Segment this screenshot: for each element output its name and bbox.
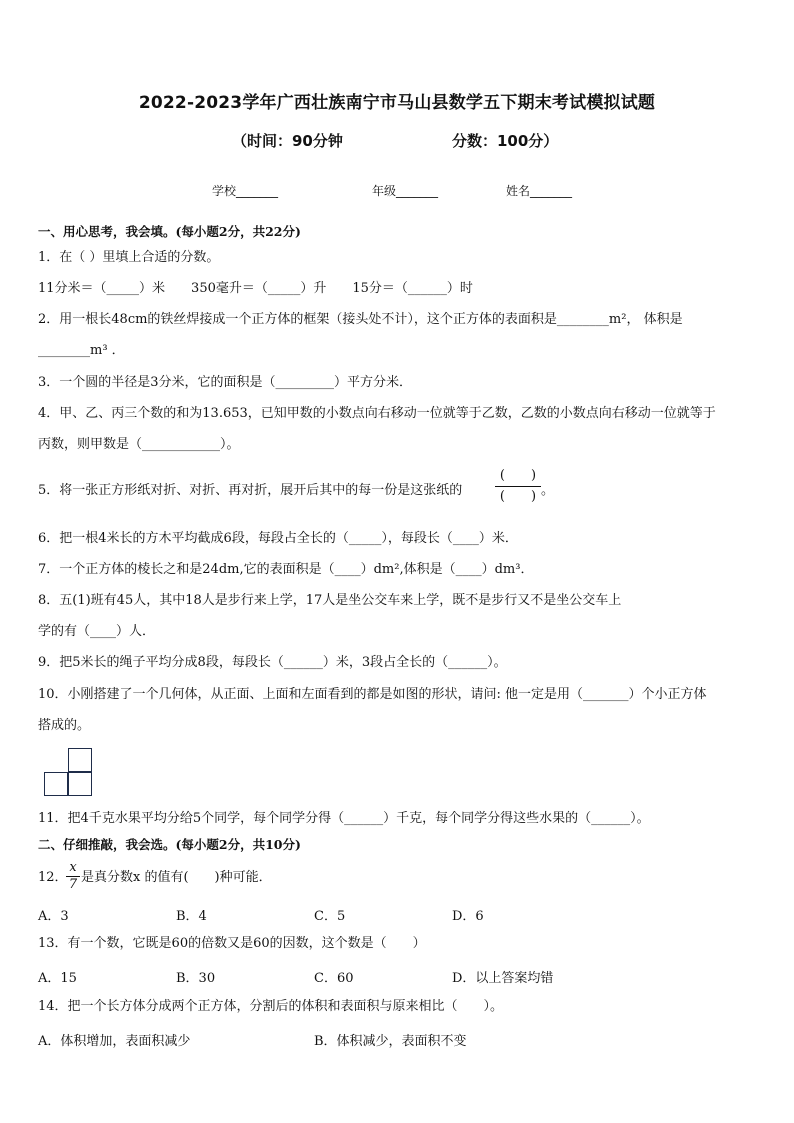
question-7: 7．一个正方体的棱长之和是24dm,它的表面积是（____）dm²,体积是（____）dm³．: [38, 562, 534, 577]
q13-option-a[interactable]: A．15: [38, 971, 77, 986]
question-5-end: 。: [541, 483, 555, 498]
cube-view-figure: [44, 748, 96, 796]
q12-option-c[interactable]: C．5: [314, 909, 346, 924]
school-field: 学校_______: [212, 184, 279, 198]
q12-option-d[interactable]: D．6: [452, 909, 484, 924]
exam-score: 分数：100分）: [452, 132, 559, 150]
q12-option-a[interactable]: A．3: [38, 909, 69, 924]
question-5-fraction: [495, 467, 541, 506]
section1-heading: 一、用心思考，我会填。(每小题2分，共22分): [38, 224, 301, 239]
question-1-sub: 11分米＝（_____）米 350毫升＝（_____）升 15分＝（______）时: [38, 281, 473, 296]
question-9: 9．把5米长的绳子平均分成8段，每段长（______）米，3段占全长的（______）。: [38, 655, 507, 670]
question-10-line1: 10．小刚搭建了一个几何体，从正面、上面和左面看到的都是如图的形状，请问: 他一定是用（_______）个小正方体: [38, 687, 707, 702]
fraction-numerator: ( ): [495, 467, 541, 487]
question-2-line1: 2．用一根长48cm的铁丝焊接成一个正方体的框架（接头处不计），这个正方体的表面积是________m²， 体积是: [38, 312, 683, 327]
question-8-line1: 8．五(1)班有45人，其中18人是步行来上学，17人是坐公交车来上学，既不是步行又不是坐公交车上: [38, 593, 622, 608]
grade-field: 年级_______: [372, 184, 439, 198]
question-4-line1: 4．甲、乙、丙三个数的和为13.653，已知甲数的小数点向右移动一位就等于乙数，乙数的小数点向右移动一位就等于: [38, 406, 716, 421]
question-12: 是真分数x 的值有( )种可能．: [81, 870, 272, 885]
q14-option-a[interactable]: A．体积增加，表面积减少: [38, 1034, 191, 1049]
q13-option-d[interactable]: D．以上答案均错: [452, 971, 554, 986]
question-10-line2: 搭成的。: [38, 718, 91, 733]
section2-heading: 二、仔细推敲，我会选。(每小题2分，共10分): [38, 837, 301, 852]
exam-time: （时间：90分钟: [232, 132, 343, 150]
q14-option-b[interactable]: B．体积减少，表面积不变: [314, 1034, 467, 1049]
question-6: 6．把一根4米长的方木平均截成6段，每段占全长的（_____），每段长（____）米．: [38, 531, 518, 546]
question-12-fraction: [66, 860, 80, 893]
question-11: 11．把4千克水果平均分给5个同学，每个同学分得（______）千克，每个同学分得这些水果的（______）。: [38, 811, 650, 826]
question-5: 5．将一张正方形纸对折、对折、再对折，展开后其中的每一份是这张纸的: [38, 483, 463, 498]
question-8-line2: 学的有（____）人．: [38, 624, 156, 639]
question-4-line2: 丙数，则甲数是（____________）。: [38, 437, 240, 452]
question-14: 14．把一个长方体分成两个正方体，分割后的体积和表面积与原来相比（ ）。: [38, 999, 504, 1014]
q13-option-b[interactable]: B．30: [176, 971, 216, 986]
x-denominator: 7: [68, 877, 78, 892]
fraction-denominator: ( ): [499, 489, 537, 504]
q12-option-b[interactable]: B．4: [176, 909, 207, 924]
question-1: 1．在（ ）里填上合适的分数。: [38, 250, 220, 265]
question-13: 13．有一个数，它既是60的倍数又是60的因数，这个数是（ ）: [38, 936, 426, 951]
x-numerator: x: [66, 860, 80, 877]
page-title: 2022-2023学年广西壮族南宁市马山县数学五下期末考试模拟试题: [138, 93, 656, 113]
name-field: 姓名_______: [506, 184, 573, 198]
cube-top: [68, 748, 92, 772]
cube-bottom-left: [44, 772, 68, 796]
q13-option-c[interactable]: C．60: [314, 971, 354, 986]
cube-bottom-right: [68, 772, 92, 796]
question-2-line2: ________m³ ．: [38, 343, 125, 358]
question-12-prefix: 12．: [38, 870, 68, 885]
question-3: 3．一个圆的半径是3分米，它的面积是（_________）平方分米．: [38, 375, 413, 390]
